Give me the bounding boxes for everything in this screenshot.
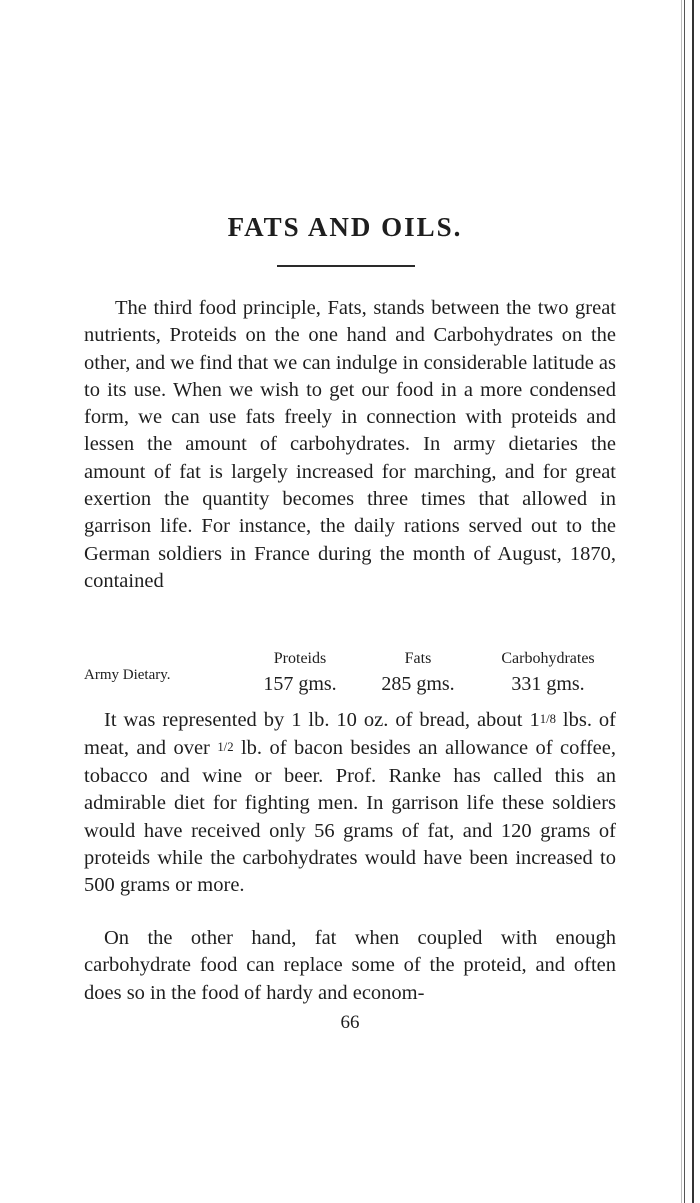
proteids-header: Proteids bbox=[273, 650, 327, 667]
fats-value: 285 gms. bbox=[381, 673, 455, 695]
ration-text-start: It was represented by 1 lb. 10 oz. of bread, about 1 bbox=[104, 709, 540, 732]
page-number: 66 bbox=[340, 1012, 360, 1033]
ration-text-middle: lbs. of meat, and over bbox=[84, 709, 616, 760]
army-dietary-label: Army Dietary. bbox=[84, 667, 171, 683]
carbohydrates-value: 331 gms. bbox=[511, 673, 585, 695]
fats-header: Fats bbox=[404, 650, 432, 667]
paragraph-intro: The third food principle, Fats, stands between the two great nutrients, Proteids on the one hand and Carbohydrates on the other, and we find that we can indulge in considerable latitude as to its use. When we wish to get our food in a more condensed form, we can use fats freely in connection with proteids and lessen the amount of carbohydrates. In army dietaries the amount of fat is largely increased for marching, and for great exertion the quantity becomes three times that allowed in garrison life. For instance, the daily rations served out to the German soldiers in France during the month of August, 1870, contained bbox=[84, 297, 616, 592]
fraction-one-half: 1/2 bbox=[217, 740, 234, 755]
chapter-heading: FATS AND OILS. bbox=[227, 212, 463, 242]
page-edge-shadow bbox=[681, 0, 682, 1203]
ration-text-end: lb. of bacon besides an allowance of coffee, tobacco and wine or beer. Prof. Ranke has called this an admirable diet for fighting men. In garrison life these soldiers would have received only 56 grams of fat, and 120 grams of proteids while the carbohydrates would have been increased to 500 grams or more. bbox=[84, 737, 616, 897]
page-edge bbox=[684, 0, 694, 1203]
proteids-value: 157 gms. bbox=[263, 673, 337, 695]
paragraph-ration-details bbox=[84, 706, 616, 899]
paragraph-fat-and-carbohydrate: On the other hand, fat when coupled with enough carbohydrate food can replace some of the proteid, and often does so in the food of hardy and econom- bbox=[84, 927, 616, 1004]
fraction-one-eighth: 1/8 bbox=[539, 712, 556, 726]
heading-rule bbox=[277, 265, 415, 267]
carbohydrates-header: Carbohydrates bbox=[501, 650, 595, 667]
